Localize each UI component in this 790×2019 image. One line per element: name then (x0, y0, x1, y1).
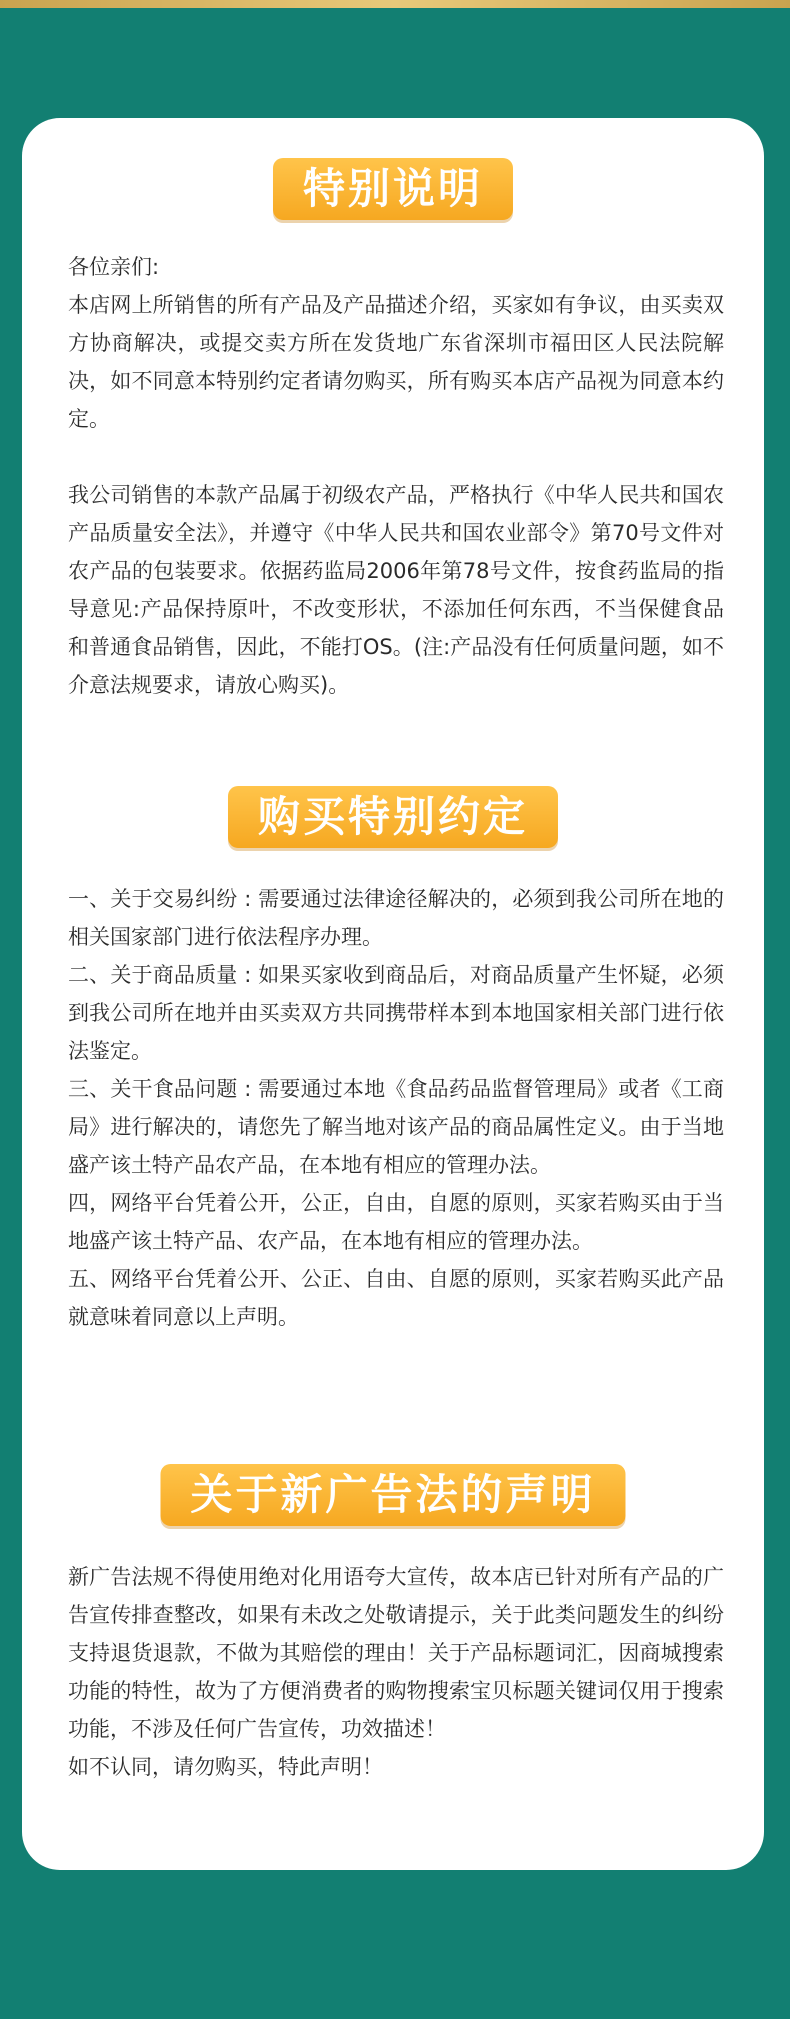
top-gold-strip (0, 0, 790, 8)
paragraph: 新广告法规不得使用绝对化用语夸大宣传，故本店已针对所有产品的广告宣传排查整改，如果有未改之处敬请提示，关于此类问题发生的纠纷支持退货退款，不做为其赔偿的理由！关于产品标题词汇，因商城搜索功能的特性，故为了方便消费者的购物搜索宝贝标题关键词仅用于搜索功能，不涉及任何广告宣传，功效描述！ (68, 1565, 724, 1741)
section-title-special-notice: 特别说明 (273, 158, 513, 220)
list-item: 五、网络平台凭着公开、公正、自由、自愿的原则，买家若购买此产品就意味着同意以上声明。 (68, 1267, 724, 1329)
section-title-advertising-law: 关于新广告法的声明 (160, 1464, 625, 1526)
list-item: 一、关于交易纠纷 : 需要通过法律途径解决的，必须到我公司所在地的相关国家部门进行依法程序办理。 (68, 887, 724, 949)
paragraph: 各位亲们: (68, 255, 160, 279)
notice-card (22, 118, 764, 1870)
section-body-purchase-agreement (68, 880, 724, 1336)
paragraph: 本店网上所销售的所有产品及产品描述介绍，买家如有争议，由买卖双方协商解决，或提交卖方所在发货地广东省深圳市福田区人民法院解决，如不同意本特别约定者请勿购买，所有购买本店产品视为同意本约定。 (68, 293, 724, 431)
list-item: 二、关于商品质量 : 如果买家收到商品后，对商品质量产生怀疑，必须到我公司所在地并由买卖双方共同携带样本到本地国家相关部门进行依法鉴定。 (68, 963, 724, 1063)
section-title-purchase-agreement: 购买特别约定 (228, 786, 558, 848)
section-body-special-notice (68, 248, 724, 704)
list-item: 三、关干食品问题 : 需要通过本地《食品药品监督管理局》或者《工商局》进行解决的，请您先了解当地对该产品的商品属性定义。由于当地盛产该土特产品农产品，在本地有相应的管理办法。 (68, 1077, 724, 1177)
paragraph: 如不认同，请勿购买，特此声明！ (68, 1755, 383, 1779)
section-body-advertising-law (68, 1558, 724, 1786)
paragraph: 我公司销售的本款产品属于初级农产品，严格执行《中华人民共和国农产品质量安全法》，并遵守《中华人民共和国农业部令》第70号文件对农产品的包装要求。依据药监局2006年第78号文件，按食药监局的指导意见:产品保持原叶，不改变形状，不添加任何东西，不当保健食品和普通食品销售，因此，不能打OS。(注:产品没有任何质量问题，如不介意法规要求，请放心购买)。 (68, 483, 724, 697)
list-item: 四，网络平台凭着公开，公正，自由，自愿的原则，买家若购买由于当地盛产该土特产品、农产品，在本地有相应的管理办法。 (68, 1191, 724, 1253)
